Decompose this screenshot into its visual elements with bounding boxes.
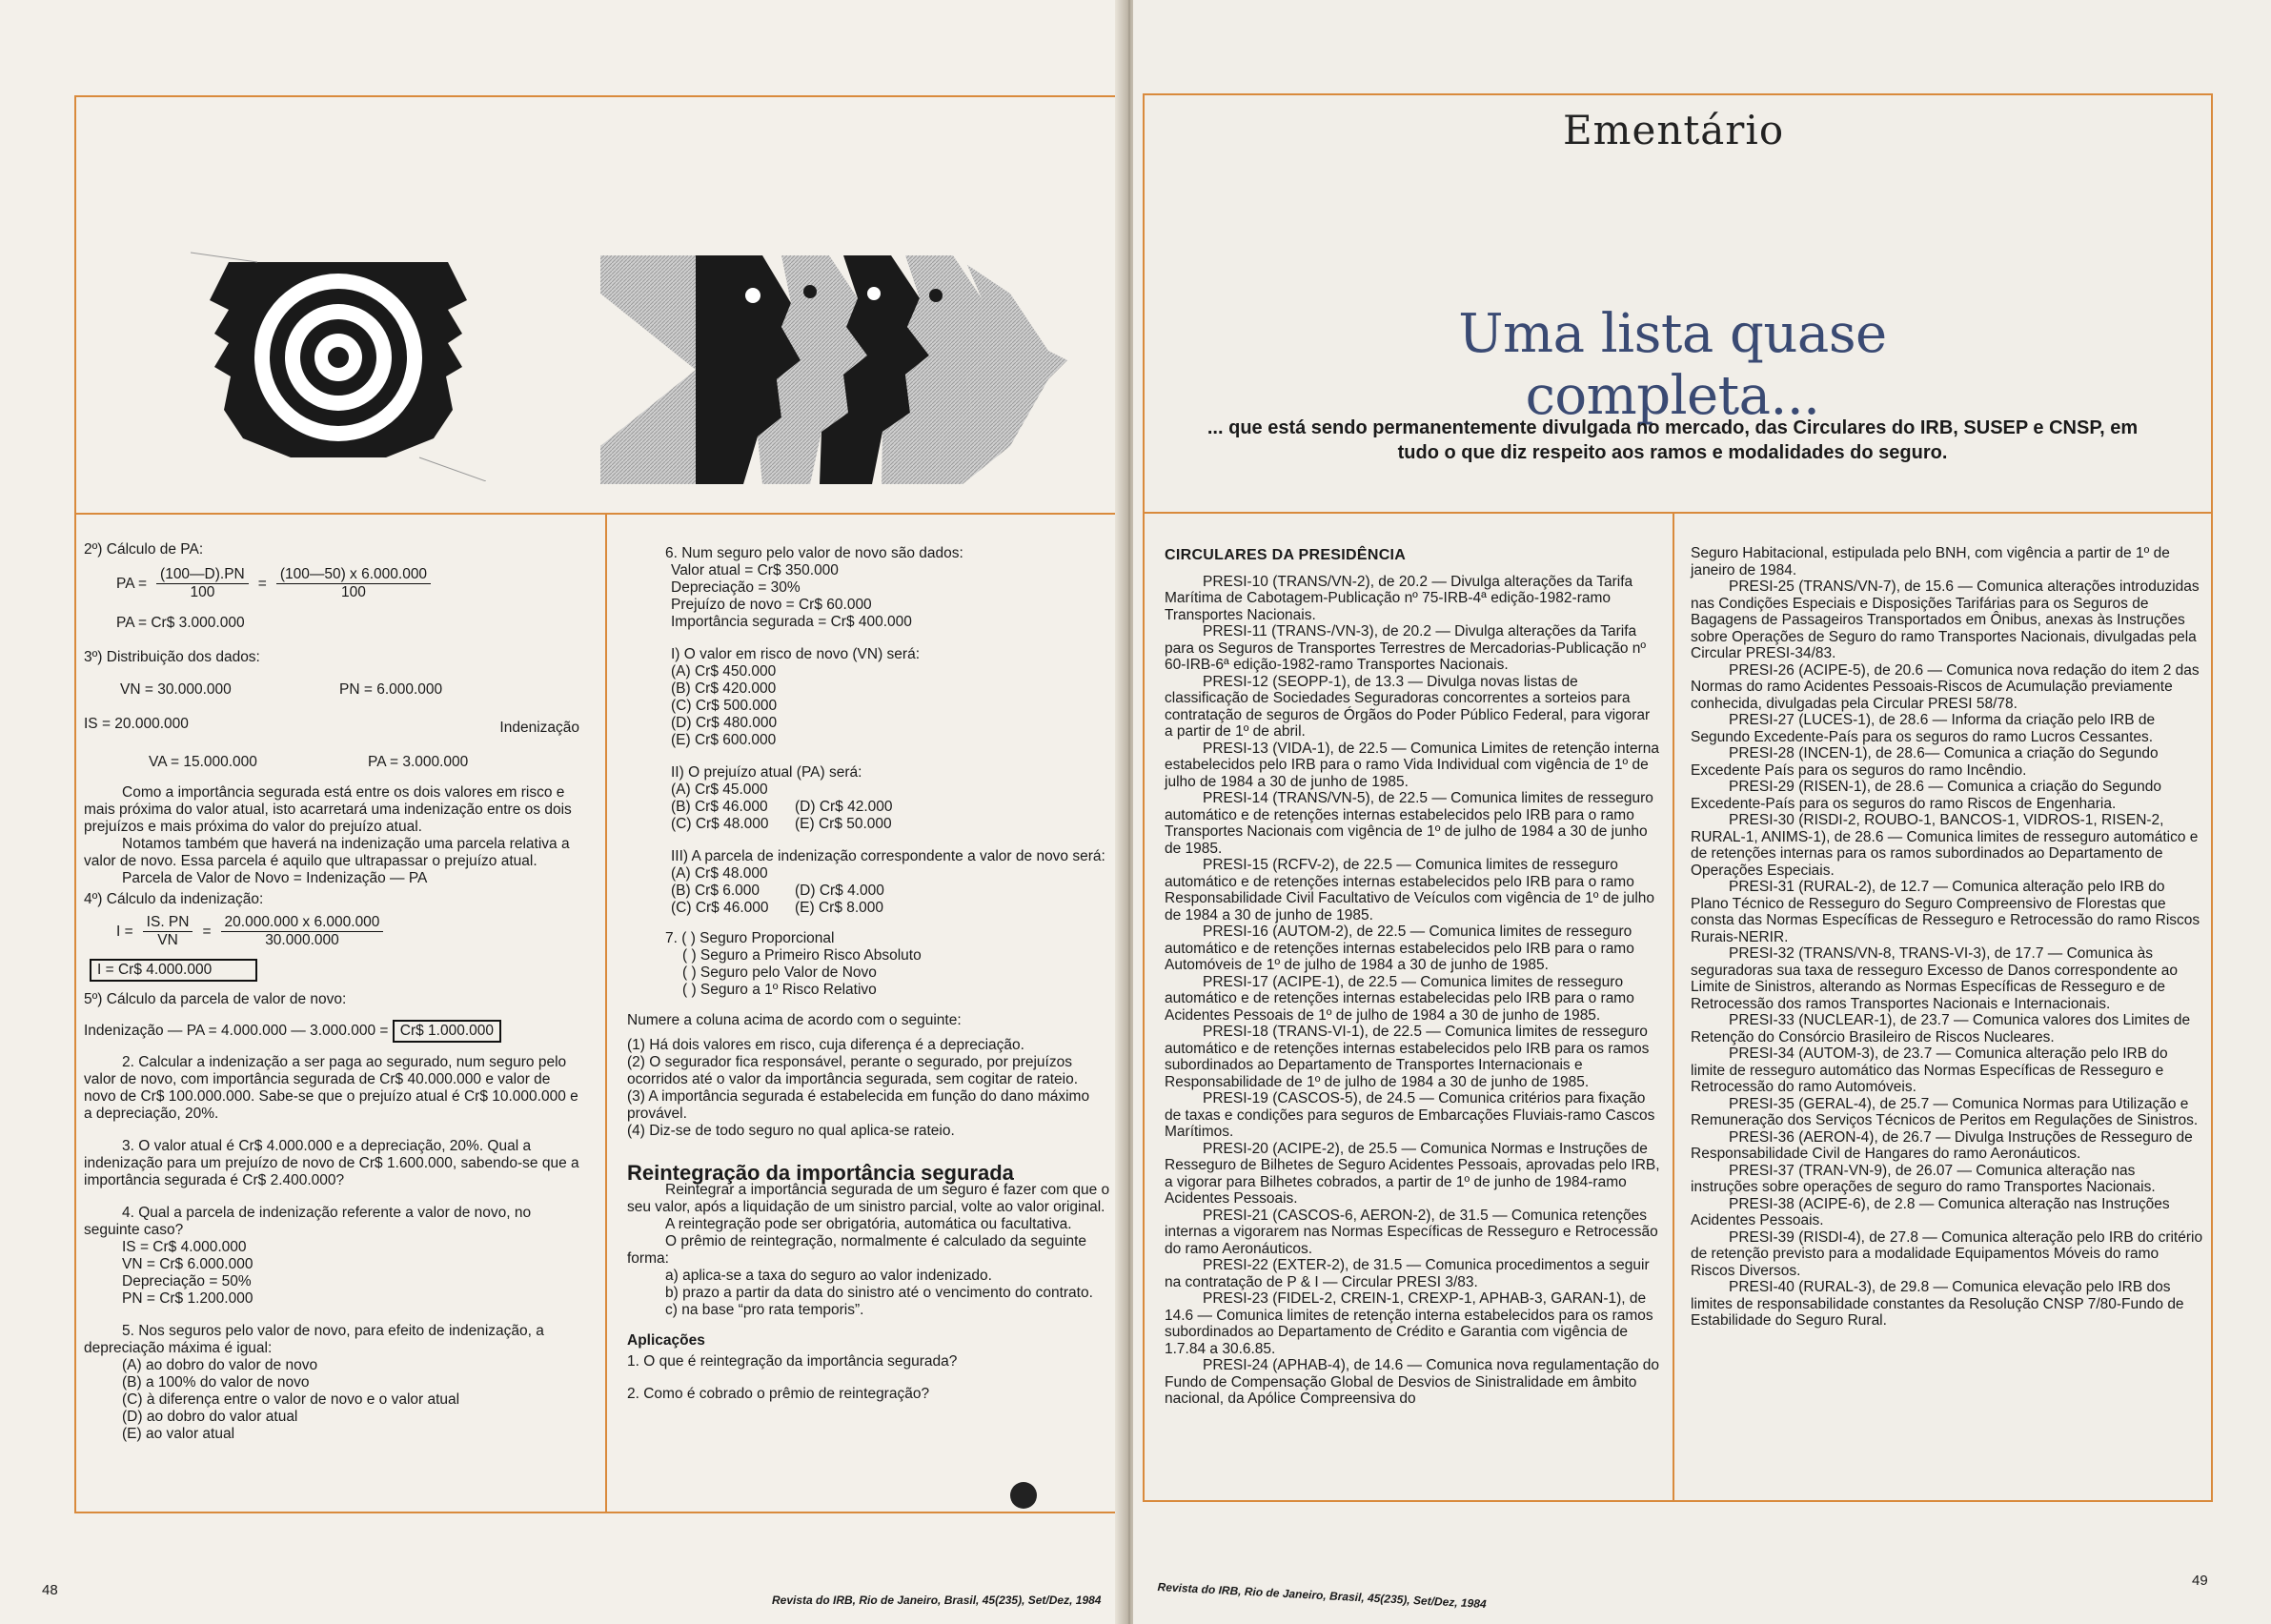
circulares-heading: CIRCULARES DA PRESIDÊNCIA: [1165, 547, 1407, 563]
pa-fraction-2-den: 100: [341, 584, 366, 600]
q6-i-option: (E) Cr$ 600.000: [671, 732, 777, 748]
circular-item: PRESI-12 (SEOPP-1), de 13.3 — Divulga novas listas de classificação de Sociedades Seguradoras concorrentes a sorteios para contratação de seguros de Órgãos do Poder Público Federal, para vigorar a partir de 1º de abril.: [1165, 673, 1651, 740]
circulares-column-1: [1165, 547, 1660, 1408]
dist-is: IS = 20.000.000: [84, 716, 189, 732]
dist-row-2: [84, 716, 579, 737]
q6-data: [671, 562, 1123, 631]
q4-is: IS = Cr$ 4.000.000: [122, 1239, 247, 1255]
q6-iii-option-b: (B) Cr$ 6.000: [671, 883, 760, 899]
q5-option: (E) ao valor atual: [122, 1426, 235, 1442]
dist-row-1: [120, 681, 579, 699]
q6-part-iii: III) A parcela de indenização correspondente a valor de novo será:: [671, 848, 1105, 864]
q5-option: (A) ao dobro do valor de novo: [122, 1357, 318, 1373]
pa-heading: 2º) Cálculo de PA:: [84, 541, 204, 558]
left-column-1: [84, 541, 579, 1443]
i-formula: [116, 914, 579, 949]
q7-line: ( ) Seguro a 1º Risco Relativo: [682, 982, 877, 998]
q6-ii-option-a: (A) Cr$ 45.000: [671, 782, 768, 798]
right-footer: Revista do IRB, Rio de Janeiro, Brasil, 45(235), Set/Dez, 1984: [1157, 1580, 1487, 1612]
circular-item: PRESI-26 (ACIPE-5), de 20.6 — Comunica nova redação do item 2 das Normas do ramo Acidentes Pessoais-Riscos de Acumulação previamente conhecida, divulgadas pela Circular PRESI 58/78.: [1691, 661, 2200, 712]
right-page-number: 49: [2192, 1573, 2208, 1589]
dist-row-3: [149, 754, 579, 771]
circular-item: PRESI-40 (RURAL-3), de 29.8 — Comunica elevação pelo IRB dos limites de responsabilidade constantes da Resolução CNSP 7/80-Fundo de Estabilidade do Seguro Rural.: [1691, 1279, 2184, 1329]
pa-fraction-1-num: (100—D).PN: [156, 566, 249, 584]
circular-item: PRESI-23 (FIDEL-2, CREIN-1, CREXP-1, APHAB-3, GARAN-1), de 14.6 — Comunica limites de retenção interna estabelecidos para os ramos subordinados ao Departamento de Crédito e Garantia com vigência de 1.7.84 a 30.6.85.: [1165, 1290, 1653, 1357]
q7-item: (1) Há dois valores em risco, cuja diferença é a depreciação.: [627, 1037, 1024, 1053]
left-footer: Revista do IRB, Rio de Janeiro, Brasil, 45(235), Set/Dez, 1984: [772, 1594, 1102, 1607]
pa-formula: [116, 566, 579, 601]
circular-item: PRESI-35 (GERAL-4), de 25.7 — Comunica Normas para Utilização e Remuneração dos Serviços Técnicos de Peritos em Regulações de Sinistros.: [1691, 1095, 2199, 1128]
indenizacao-heading: 4º) Cálculo da indenização:: [84, 891, 264, 907]
q5-option: (B) a 100% do valor de novo: [122, 1374, 310, 1391]
left-column-divider: [605, 513, 607, 1513]
q4-vn: VN = Cr$ 6.000.000: [122, 1256, 253, 1272]
pa-fraction-2-num: (100—50) x 6.000.000: [276, 566, 431, 584]
pa-formula-lhs: PA =: [116, 575, 148, 592]
q7-line: ( ) Seguro a Primeiro Risco Absoluto: [682, 947, 922, 964]
dist-vn: VN = 30.000.000: [120, 681, 232, 698]
circular-item: PRESI-20 (ACIPE-2), de 25.5 — Comunica Normas e Instruções de Resseguro de Bilhetes de Seguro Acidentes Pessoais, aprovadas pelo IRB, a vigorar para Bilhetes cobrados, a partir de 1º de junho de 1984-ramo Acidentes Pessoais.: [1165, 1140, 1660, 1207]
circular-item: PRESI-22 (EXTER-2), de 31.5 — Comunica procedimentos a seguir na contratação de P & I — Circular PRESI 3/83.: [1165, 1257, 1650, 1290]
question-5: 5. Nos seguros pelo valor de novo, para efeito de indenização, a depreciação máxima é igual:: [84, 1323, 544, 1356]
circular-item: PRESI-10 (TRANS/VN-2), de 20.2 — Divulga alterações da Tarifa Marítima de Cabotagem-Publicação nº 75-IRB-4ª edição-1982-ramo Transportes Nacionais.: [1165, 573, 1633, 623]
pa-formula-eq: =: [257, 575, 267, 592]
q6-data-item: Valor atual = Cr$ 350.000: [671, 562, 839, 579]
circular-item: PRESI-11 (TRANS-/VN-3), de 20.2 — Divulga alterações da Tarifa para os Seguros de Transportes Terrestres de Mercadorias-Publicação nº 60-IRB-6ª edição-1982-ramo Transportes Nacionais.: [1165, 623, 1647, 673]
circular-item: PRESI-15 (RCFV-2), de 22.5 — Comunica limites de resseguro automático e de retenções internas estabelecidos pelo IRB para o ramo Responsabilidade Civil Facultativo de Veículos com vigência de 1º de julho de 1984 a 30 de junho de 1985.: [1165, 857, 1655, 924]
valor-novo-result-box: Cr$ 1.000.000: [393, 1020, 501, 1043]
reintegracao-item-c: c) na base “pro rata temporis”.: [665, 1302, 864, 1318]
aplicacoes-heading: Aplicações: [627, 1332, 705, 1349]
q6-data-item: Importância segurada = Cr$ 400.000: [671, 614, 912, 630]
circular-item: PRESI-36 (AERON-4), de 26.7 — Divulga Instruções de Resseguro de Responsabilidade Civil de Hangares do ramo Aeronáuticos.: [1691, 1128, 2193, 1162]
circular-item: PRESI-32 (TRANS/VN-8, TRANS-VI-3), de 17.7 — Comunica às seguradoras sua taxa de resseguro Excesso de Danos correspondente ao Limite de Sinistros, alterando as Normas Específicas de Resseguro e de Retrocessão dos ramos Transportes Nacionais e Internacionais.: [1691, 945, 2178, 1012]
circular-item: PRESI-21 (CASCOS-6, AERON-2), de 31.5 — Comunica retenções internas a vigorarem nas Normas Específicas de Resseguro e Retrocessão do ramo Aeronáuticos.: [1165, 1207, 1658, 1257]
i-fraction-1-den: VN: [157, 932, 178, 948]
circular-item: PRESI-16 (AUTOM-2), de 22.5 — Comunica limites de resseguro automático e de retenções internas estabelecidos pelo IRB para o ramo Automóveis de 1º de julho de 1984 a 30 de junho de 1985.: [1165, 924, 1634, 973]
dist-va: VA = 15.000.000: [149, 754, 257, 770]
reintegracao-paragraph-1: Reintegrar a importância segurada de um seguro é fazer com que o seu valor, após a liquidação de um sinistro parcial, volte ao valor original.: [627, 1182, 1110, 1215]
q6-data-item: Prejuízo de novo = Cr$ 60.000: [671, 597, 872, 613]
circular-item: PRESI-34 (AUTOM-3), de 23.7 — Comunica alteração pelo IRB do limite de resseguro automático das Normas Específicas de Resseguro e Retrocessão do ramo Automóveis.: [1691, 1045, 2168, 1095]
circular-item: PRESI-18 (TRANS-VI-1), de 22.5 — Comunica limites de resseguro automático e de retenções internas estabelecidos pelo IRB para os ramos subordinados ao Departamento de Transportes Internacionais e Responsabilidade de 1º de julho de 1984 a 30 de junho de 1985.: [1165, 1024, 1650, 1090]
dist-pa: PA = 3.000.000: [368, 754, 469, 770]
i-fraction-1-num: IS. PN: [143, 914, 193, 932]
circular-item: PRESI-13 (VIDA-1), de 22.5 — Comunica Limites de retenção interna estabelecidos pelo IRB para o ramo Vida Individual com vigência de 1º de julho de 1984 a 30 de junho de 1985.: [1165, 740, 1660, 790]
q6-i-option: (C) Cr$ 500.000: [671, 698, 778, 714]
pa-fraction-1-den: 100: [190, 584, 215, 600]
pa-fraction-1: [156, 566, 249, 601]
question-3: 3. O valor atual é Cr$ 4.000.000 e a depreciação, 20%. Qual a indenização para um prejuízo de novo de Cr$ 1.600.000, sabendo-se que a importância segurada é Cr$ 2.400.000?: [84, 1138, 579, 1188]
circular-item: PRESI-25 (TRANS/VN-7), de 15.6 — Comunica alterações introduzidas nas Condições Especiais e Disposições Tarifárias para os Seguros de Bagagens de Passageiros Transportados em Ônibus, anexas às Instruções sobre Operações de Seguro do ramo Transportes Nacionais, divulgadas pela Circular PRESI-34/83.: [1691, 579, 2200, 661]
pa-fraction-2: [276, 566, 431, 601]
circular-item: PRESI-27 (LUCES-1), de 28.6 — Informa da criação pelo IRB de Segundo Excedente-País para os seguros do ramo Lucros Cessantes.: [1691, 712, 2156, 745]
paragraph-2: Notamos também que haverá na indenização uma parcela relativa a valor de novo. Essa parcela é aquilo que ultrapassar o prejuízo atual.: [84, 836, 570, 869]
i-formula-eq: =: [202, 923, 212, 940]
q6-part-ii: II) O prejuízo atual (PA) será:: [671, 764, 862, 781]
question-2: 2. Calcular a indenização a ser paga ao segurado, num seguro pelo valor de novo, com importância segurada de Cr$ 40.000.000 e valor de novo de Cr$ 100.000.000. Sabe-se que o prejuízo atual é Cr$ 10.000.000 e a depreciação, 20%.: [84, 1054, 578, 1122]
q6-i-option: (D) Cr$ 480.000: [671, 715, 778, 731]
q6-iii-option-d: (D) Cr$ 4.000: [795, 883, 884, 899]
q4-pn: PN = Cr$ 1.200.000: [122, 1290, 253, 1307]
valor-novo-calc: [84, 1020, 579, 1043]
end-of-article-dot: [1010, 1482, 1037, 1509]
left-page: [0, 0, 1129, 1624]
question-6: 6. Num seguro pelo valor de novo são dados:: [665, 545, 963, 561]
reintegracao-paragraph-3: O prêmio de reintegração, normalmente é calculado da seguinte forma:: [627, 1233, 1087, 1267]
aplicacao-1: 1. O que é reintegração da importância segurada?: [627, 1353, 958, 1370]
circular-item: PRESI-38 (ACIPE-6), de 2.8 — Comunica alteração nas Instruções Acidentes Pessoais.: [1691, 1195, 2170, 1228]
article-subtitle: ... que está sendo permanentemente divulgada no mercado, das Circulares do IRB, SUSEP e CNSP, em tudo o que diz respeito aos ramos e modalidades do seguro.: [1206, 417, 2139, 463]
reintegracao-item-b: b) prazo a partir da data do sinistro até o vencimento do contrato.: [665, 1285, 1093, 1301]
q6-ii-option-d: (D) Cr$ 42.000: [795, 799, 893, 815]
right-column-divider: [1673, 512, 1674, 1502]
circular-item: PRESI-29 (RISEN-1), de 28.6 — Comunica a criação do Segundo Excedente-País para os seguros do ramo Riscos de Engenharia.: [1691, 779, 2162, 812]
i-fraction-2: [221, 914, 384, 949]
reintegracao-item-a: a) aplica-se a taxa do seguro ao valor indenizado.: [665, 1268, 992, 1284]
circular-item: PRESI-17 (ACIPE-1), de 22.5 — Comunica limites de resseguro automático e de retenções internas estabelecidas pelo IRB para o ramo Acidentes Pessoais de 1º de julho de 1984 a 30 de junho de 1985.: [1165, 973, 1634, 1024]
left-column-2: [627, 545, 1123, 1403]
question-4-data: [122, 1239, 579, 1308]
q7-instruction: Numere a coluna acima de acordo com o seguinte:: [627, 1012, 962, 1028]
q5-option: (C) à diferença entre o valor de novo e o valor atual: [122, 1391, 460, 1408]
target-heads-illustration: [191, 243, 486, 481]
q6-iii-option-e: (E) Cr$ 8.000: [795, 900, 884, 916]
question-7: [665, 930, 1123, 999]
valor-novo-calc-text: Indenização — PA = 4.000.000 — 3.000.000 =: [84, 1023, 389, 1039]
reintegracao-paragraph-2: A reintegração pode ser obrigatória, automática ou facultativa.: [665, 1216, 1072, 1232]
q6-data-item: Depreciação = 30%: [671, 579, 801, 596]
paragraph-3: Parcela de Valor de Novo = Indenização — PA: [122, 870, 428, 886]
q7-line: 7. ( ) Seguro Proporcional: [665, 930, 835, 946]
circular-item: PRESI-37 (TRAN-VN-9), de 26.07 — Comunica alteração nas instruções sobre operações de seguro do ramo Transportes Nacionais.: [1691, 1162, 2156, 1195]
question-4: 4. Qual a parcela de indenização referente a valor de novo, no seguinte caso?: [84, 1205, 532, 1238]
q6-part-ii-options: [671, 782, 1123, 833]
left-rule-top: [74, 513, 1125, 515]
left-page-number: 48: [42, 1582, 58, 1598]
article-title: Uma lista quase completa...: [1458, 303, 1887, 427]
q7-item: (2) O segurador fica responsável, perante o segurado, por prejuízos ocorridos até o valor da importância segurada, sem cogitar de rateio.: [627, 1054, 1078, 1087]
i-fraction-2-den: 30.000.000: [265, 932, 339, 948]
circular-item: PRESI-31 (RURAL-2), de 12.7 — Comunica alteração pelo IRB do Plano Técnico de Resseguro do Seguro Compreensivo de Florestas que consta das Normas Específicas de Resseguro e Retrocessão do ramo Riscos Rurais-NERIR.: [1691, 879, 2200, 945]
dist-indenizacao: Indenização: [499, 720, 579, 736]
i-fraction-2-num: 20.000.000 x 6.000.000: [221, 914, 384, 932]
q6-ii-option-c: (C) Cr$ 48.000: [671, 816, 769, 832]
section-title: Ementário: [1563, 107, 1785, 153]
q7-item: (3) A importância segurada é estabelecida em função do dano máximo provável.: [627, 1088, 1090, 1122]
right-rule-top: [1143, 512, 2213, 514]
faces-sequence-illustration: [600, 255, 1077, 484]
aplicacao-2: 2. Como é cobrado o prêmio de reintegração?: [627, 1386, 930, 1402]
q7-items: [627, 1037, 1123, 1140]
circular-item: PRESI-19 (CASCOS-5), de 24.5 — Comunica critérios para fixação de taxas e condições para seguros de Embarcações Fluviais-ramo Cascos Marítimos.: [1165, 1090, 1655, 1140]
circular-item: PRESI-30 (RISDI-2, ROUBO-1, BANCOS-1, VIDROS-1, RISEN-2, RURAL-1, ANIMS-1), de 28.6 — Comunica limites de resseguro automático e de retenções internas para os ramos subordinados ao Departamento de Operações Especiais.: [1691, 812, 2199, 879]
circular-item: PRESI-33 (NUCLEAR-1), de 23.7 — Comunica valores dos Limites de Retenção do Consórcio Brasileiro de Riscos Nucleares.: [1691, 1012, 2191, 1045]
paragraph-1: Como a importância segurada está entre os dois valores em risco e mais próxima do valor atual, isto acarretará uma indenização entre os dois prejuízos e mais próxima do valor do prejuízo atual.: [84, 784, 572, 835]
circular-item: PRESI-24 (APHAB-4), de 14.6 — Comunica nova regulamentação do Fundo de Compensação Global de Desvios de Sinistralidade em âmbito nacional, da Apólice Compreensiva do: [1165, 1357, 1660, 1407]
circular-item: PRESI-28 (INCEN-1), de 28.6— Comunica a criação do Segundo Excedente País para os seguros do ramo Incêndio.: [1691, 745, 2159, 779]
valor-novo-heading: 5º) Cálculo da parcela de valor de novo:: [84, 991, 347, 1007]
q7-item: (4) Diz-se de todo seguro no qual aplica-se rateio.: [627, 1123, 955, 1139]
pa-result: PA = Cr$ 3.000.000: [116, 615, 245, 631]
q6-part-i: I) O valor em risco de novo (VN) será:: [671, 646, 920, 662]
circular-item: PRESI-14 (TRANS/VN-5), de 22.5 — Comunica limites de resseguro automático e de retenções internas estabelecidos pelo IRB para o ramo Transportes Nacionais com vigência de 1º de julho de 1984 a 30 de junho de 1985.: [1165, 790, 1653, 857]
i-fraction-1: [143, 914, 193, 949]
q6-part-iii-options: [671, 865, 1123, 917]
q6-iii-option-a: (A) Cr$ 48.000: [671, 865, 768, 882]
q4-dep: Depreciação = 50%: [122, 1273, 252, 1289]
q6-ii-option-b: (B) Cr$ 46.000: [671, 799, 768, 815]
q6-ii-option-e: (E) Cr$ 50.000: [795, 816, 892, 832]
dist-pn: PN = 6.000.000: [339, 681, 443, 698]
circular-item: Seguro Habitacional, estipulada pelo BNH, com vigência a partir de 1º de janeiro de 1984.: [1691, 545, 2170, 579]
i-result-box: I = Cr$ 4.000.000: [90, 959, 257, 982]
q6-iii-option-c: (C) Cr$ 46.000: [671, 900, 769, 916]
reintegracao-title: Reintegração da importância segurada: [627, 1161, 1014, 1185]
circulares-column-2: [1691, 545, 2205, 1330]
q7-line: ( ) Seguro pelo Valor de Novo: [682, 964, 877, 981]
distribution-heading: 3º) Distribuição dos dados:: [84, 649, 260, 665]
q6-i-option: (B) Cr$ 420.000: [671, 680, 777, 697]
q6-part-i-options: [671, 663, 1123, 749]
circular-item: PRESI-39 (RISDI-4), de 27.8 — Comunica alteração pelo IRB do critério de retenção previsto para a modalidade Equipamentos Móveis do ramo Riscos Diversos.: [1691, 1228, 2203, 1279]
question-5-options: [122, 1357, 579, 1443]
q6-i-option: (A) Cr$ 450.000: [671, 663, 777, 680]
i-formula-lhs: I =: [116, 923, 133, 940]
q5-option: (D) ao dobro do valor atual: [122, 1409, 298, 1425]
